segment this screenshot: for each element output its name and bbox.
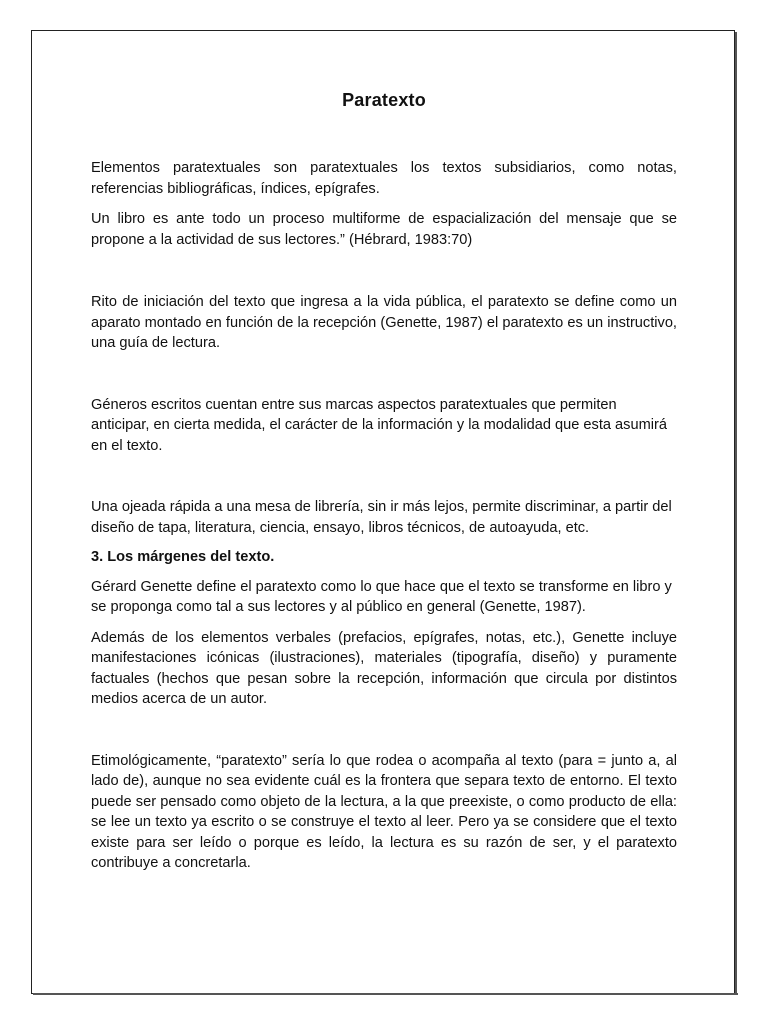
paragraph: Rito de iniciación del texto que ingresa a la vida pública, el paratexto se define como un aparato montado en función de la recepción (Genette, 1987) el paratexto es un instructivo, una guía de lectura. <box>91 294 677 351</box>
paragraph: Un libro es ante todo un proceso multiforme de espacialización del mensaje que se propone a la actividad de sus lectores.” (Hébrard, 1983:70) <box>91 211 677 248</box>
paragraph: Gérard Genette define el paratexto como lo que hace que el texto se transforme en libro y se proponga como tal a sus lectores y al público en general (Genette, 1987). <box>91 578 672 615</box>
paragraph: Además de los elementos verbales (prefacios, epígrafes, notas, etc.), Genette incluye manifestaciones icónicas (ilustraciones), materiales (tipografía, diseño) y puramente factuales (hechos que pesan sobre la recepción, información que circula por distintos medios acerca de un autor. <box>91 629 677 707</box>
paragraph: Elementos paratextuales son paratextuales los textos subsidiarios, como notas, referencias bibliográficas, índices, epígrafes. <box>91 160 677 197</box>
section-heading: 3. Los márgenes del texto. <box>91 549 275 565</box>
page-shadow-right <box>735 32 737 995</box>
paragraph: Géneros escritos cuentan entre sus marcas aspectos paratextuales que permiten anticipar, en cierta medida, el carácter de la información y la modalidad que esta asumirá en el texto. <box>91 396 667 454</box>
paragraph: Una ojeada rápida a una mesa de librería, sin ir más lejos, permite discriminar, a partir del diseño de tapa, literatura, ciencia, ensayo, libros técnicos, de autoayuda, etc. <box>91 499 672 536</box>
page-shadow-bottom <box>33 993 738 995</box>
paragraph: Etimológicamente, “paratexto” sería lo que rodea o acompaña al texto (para = junto a, al lado de), aunque no sea evidente cuál es la frontera que separa texto de entorno. El texto puede ser pensado como objeto de la lectura, a la que preexiste, o como producto de ella: se lee un texto ya escrito o se construye el texto al leer. Pero ya se considere que el texto existe para ser leído o porque es leído, la lectura es su razón de ser, y el paratexto contribuye a concretarla. <box>91 752 677 871</box>
document-body <box>91 158 677 874</box>
document-title: Paratexto <box>342 90 426 110</box>
